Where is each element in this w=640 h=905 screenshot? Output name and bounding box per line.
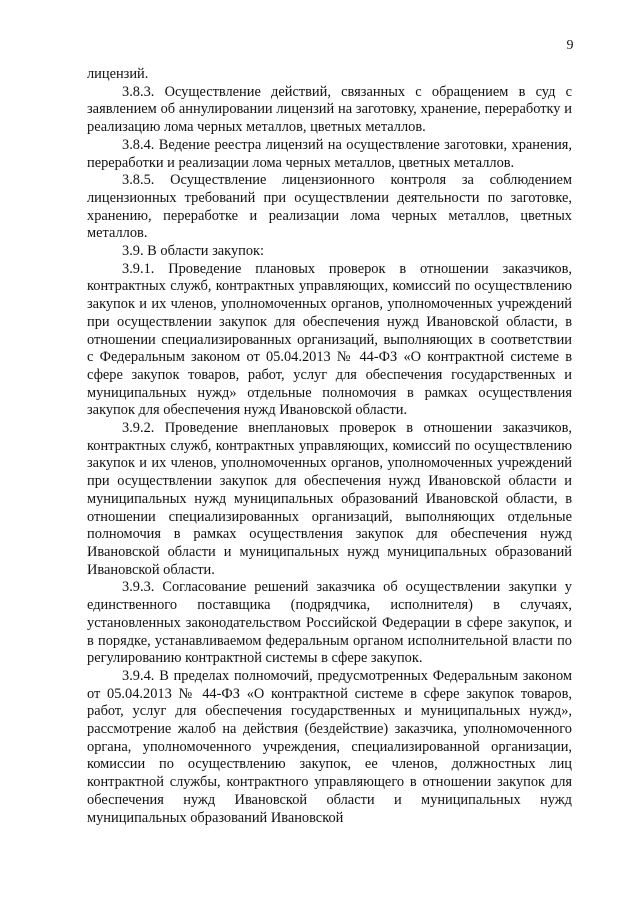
- paragraph-3-8-3: 3.8.3. Осуществление действий, связанных с обращением в суд с заявлением об аннулировании лицензий на заготовку, хранение, переработку и реализацию лома черных металлов, цветных металлов.: [87, 83, 572, 136]
- paragraph-continuation: лицензий.: [87, 66, 149, 82]
- paragraph-3-9-1: 3.9.1. Проведение плановых проверок в отношении заказчиков, контрактных служб, контрактных управляющих, комиссий по осуществлению закупок и их членов, уполномоченных органов, уполномоченных учреждений при осуществлении закупок для обеспечения нужд Ивановской области, в отношении специализированных организаций, выполняющих в соответствии с Федеральным законом от 05.04.2013 № 44-ФЗ «О контрактной системе в сфере закупок товаров, работ, услуг для обеспечения государственных и муниципальных нужд» отдельные полномочия в рамках осуществления закупок для обеспечения нужд Ивановской области.: [87, 260, 572, 419]
- paragraph-3-9-2: 3.9.2. Проведение внеплановых проверок в отношении заказчиков, контрактных служб, контрактных управляющих, комиссий по осуществлению закупок и их членов, уполномоченных органов, уполномоченных учреждений при осуществлении закупок для обеспечения нужд Ивановской области и муниципальных нужд муниципальных образований Ивановской области, в отношении специализированных организаций, выполняющих отдельные полномочия в рамках осуществления закупок для обеспечения нужд Ивановской области и муниципальных нужд муниципальных образований Ивановской области.: [87, 420, 572, 578]
- page-number: 9: [566, 38, 574, 53]
- paragraph-3-9-3: 3.9.3. Согласование решений заказчика об осуществлении закупки у единственного поставщика (подрядчика, исполнителя) в случаях, установленных законодательством Российской Федерации в сфере закупок, и в порядке, устанавливаемом федеральным органом исполнительной власти по регулированию контрактной системы в сфере закупок.: [87, 579, 572, 667]
- section-heading-3-9: 3.9. В области закупок:: [122, 243, 265, 260]
- paragraph-3-8-5: 3.8.5. Осуществление лицензионного контроля за соблюдением лицензионных требований при осуществлении деятельности по заготовке, хранению, переработке и реализации лома черных металлов, цветных металлов.: [87, 172, 572, 242]
- paragraph-3-8-4: 3.8.4. Ведение реестра лицензий на осуществление заготовки, хранения, переработки и реализации лома черных металлов, цветных металлов.: [87, 136, 572, 171]
- paragraph-3-9-4: 3.9.4. В пределах полномочий, предусмотренных Федеральным законом от 05.04.2013 № 44-ФЗ «О контрактной системе в сфере закупок товаров, работ, услуг для обеспечения государственных и муниципальных нужд», рассмотрение жалоб на действия (бездействие) заказчика, уполномоченного органа, уполномоченного учреждения, специализированной организации, комиссии по осуществлению закупок, ее членов, должностных лиц контрактной службы, контрактного управляющего в отношении закупок для обеспечения нужд Ивановской области и муниципальных нужд муниципальных образований Ивановской: [87, 667, 572, 826]
- document-body: [87, 66, 572, 827]
